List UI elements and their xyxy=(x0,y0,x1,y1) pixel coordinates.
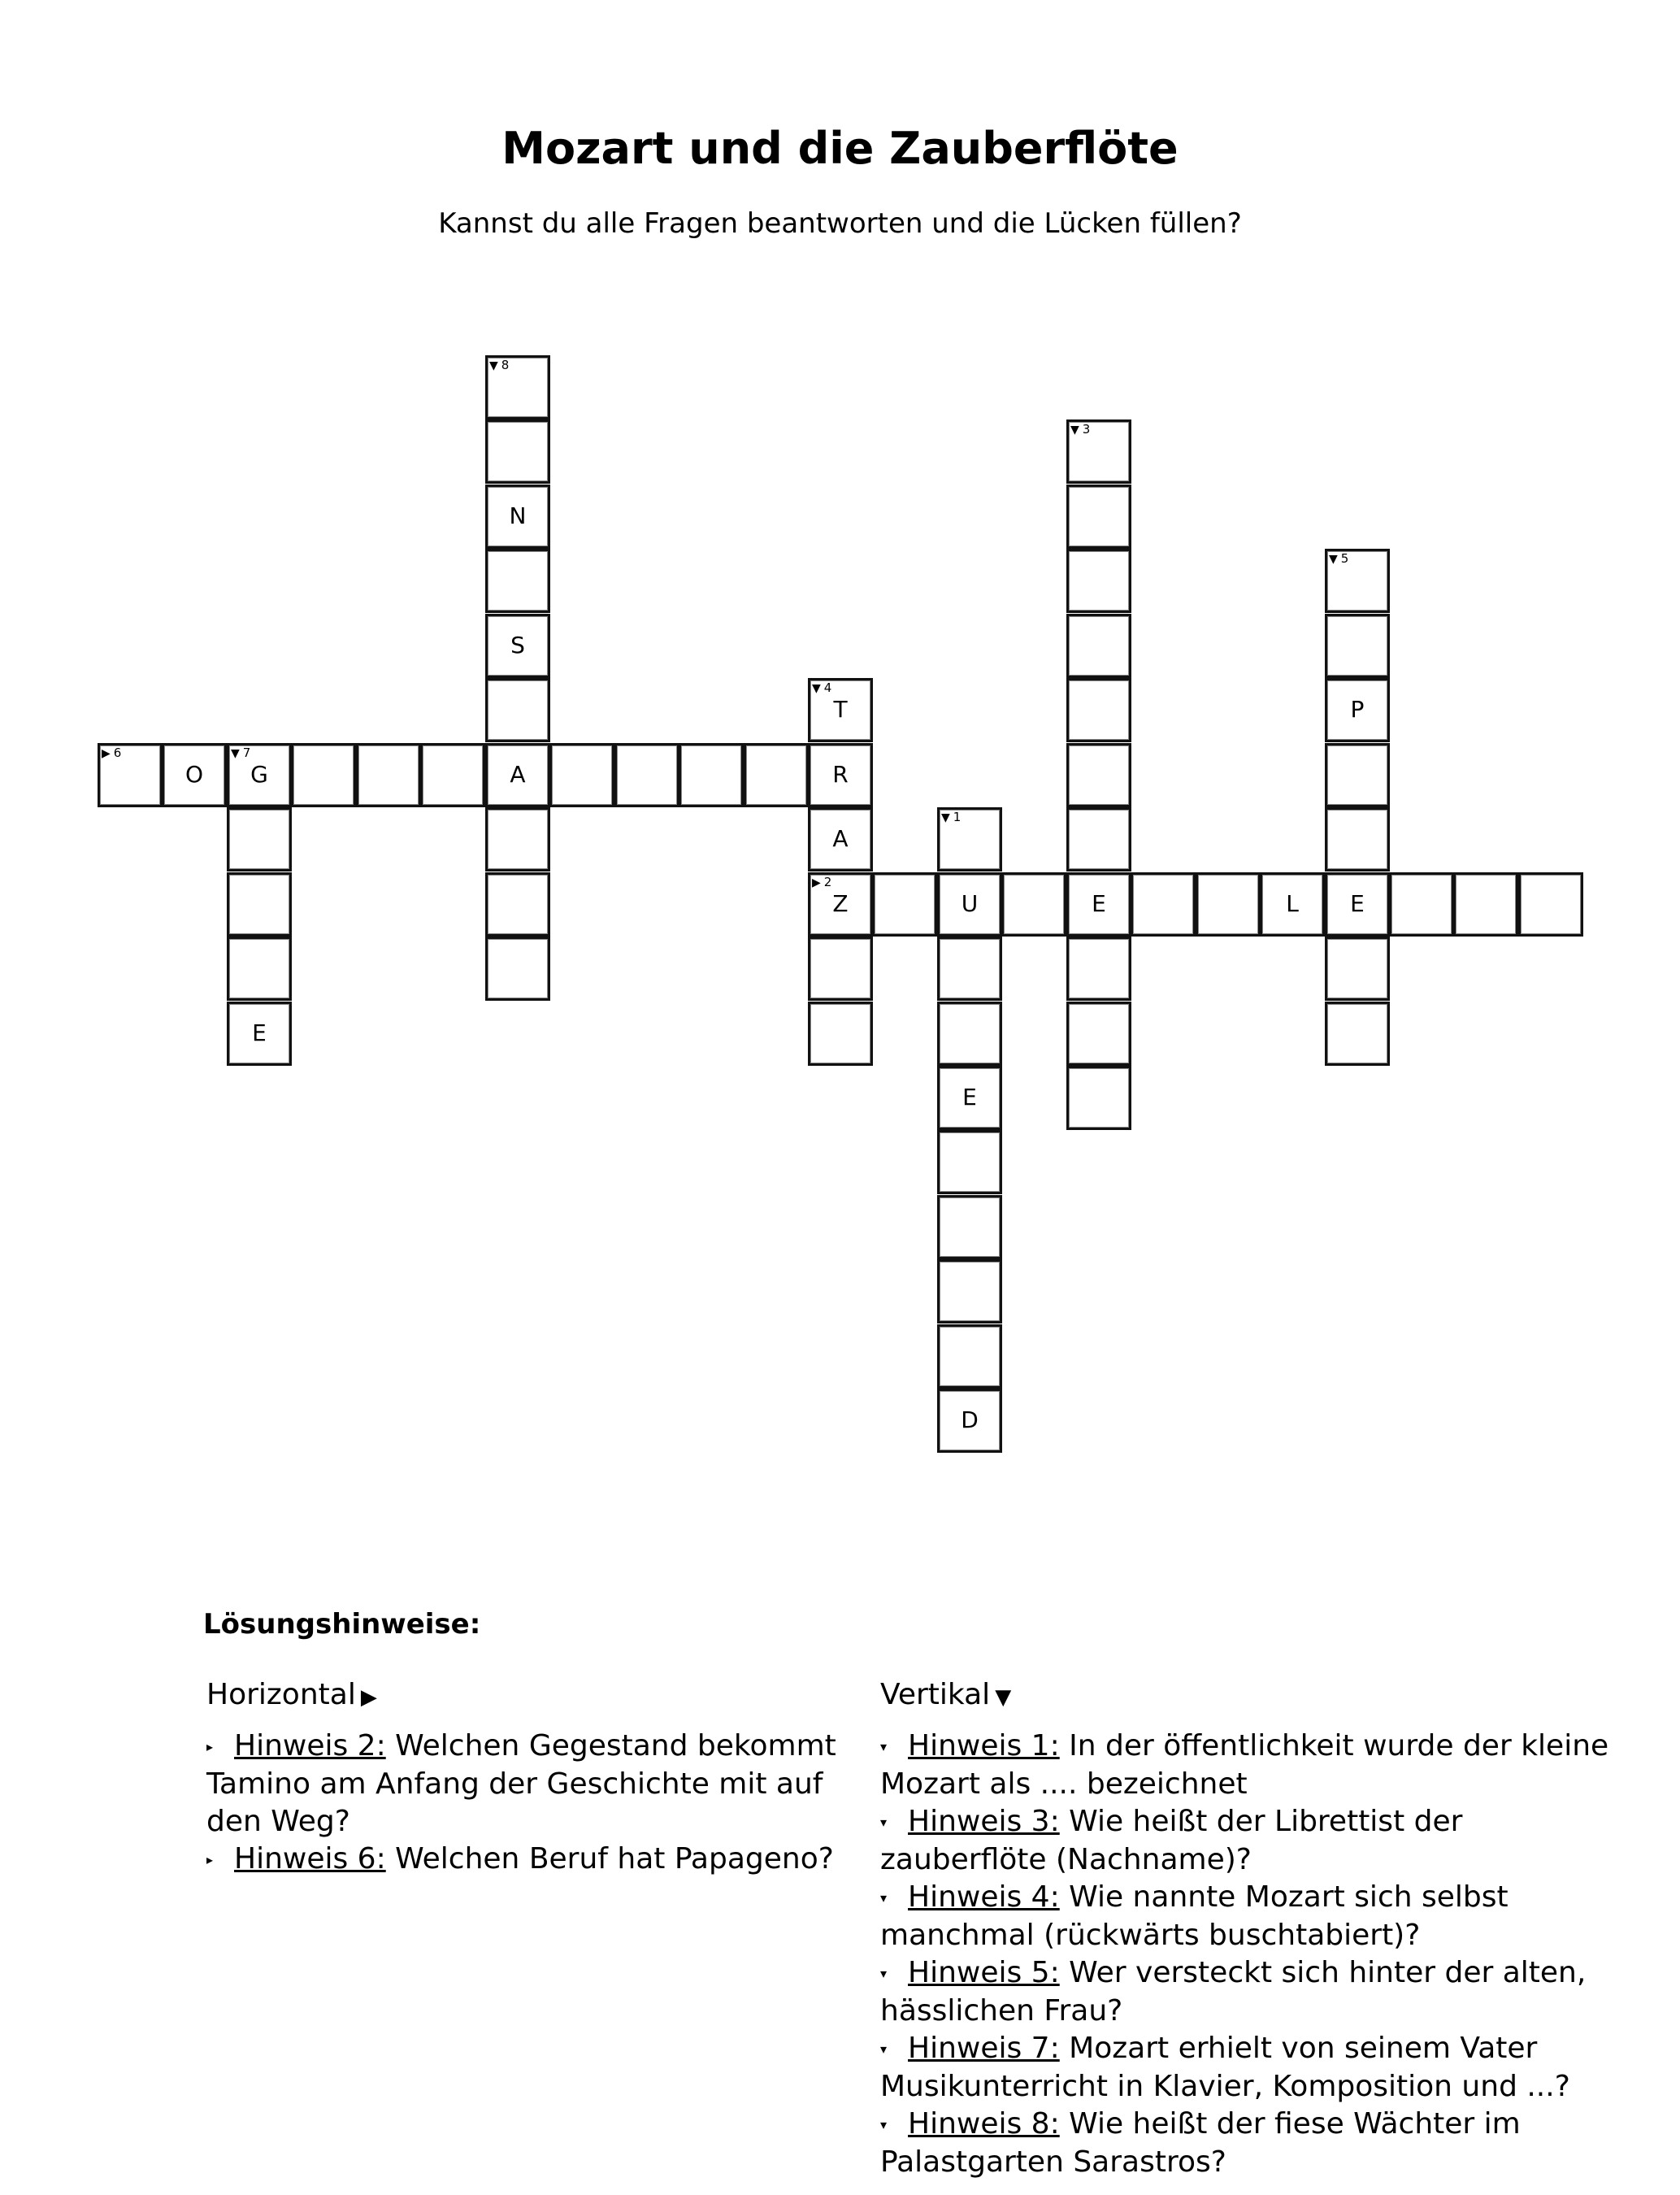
crossword-cell[interactable] xyxy=(679,743,744,807)
crossword-cell[interactable] xyxy=(1066,807,1131,871)
crossword-cell[interactable] xyxy=(1325,872,1390,937)
crossword-cell[interactable] xyxy=(485,807,550,871)
hints-heading: Lösungshinweise: xyxy=(203,1608,481,1641)
clue-text: Mozart erhielt von seinem Vater Musikunterricht in Klavier, Komposition und ...? xyxy=(880,2032,1570,2103)
cell-letter: L xyxy=(1286,890,1299,917)
crossword-cell[interactable] xyxy=(1325,937,1390,1001)
crossword-cell[interactable] xyxy=(1325,1002,1390,1066)
crossword-cell[interactable] xyxy=(808,872,873,937)
clue-down-1 xyxy=(880,1728,1612,1803)
clue-text: Welchen Beruf hat Papageno? xyxy=(385,1842,834,1876)
clue-label: Hinweis 1: xyxy=(908,1729,1060,1763)
bullet-down-icon: ▾ xyxy=(880,1966,888,1981)
crossword-cell[interactable] xyxy=(1066,937,1131,1001)
crossword-cell[interactable] xyxy=(1066,1066,1131,1130)
crossword-cell[interactable] xyxy=(937,872,1002,937)
crossword-cell[interactable] xyxy=(485,614,550,678)
arrow-down-icon: ▼ xyxy=(489,359,498,372)
crossword-cell[interactable] xyxy=(227,743,292,807)
cell-letter: O xyxy=(184,761,204,788)
clue-label: Hinweis 4: xyxy=(908,1880,1060,1914)
clue-number: ▼ 3 xyxy=(1070,422,1091,437)
crossword-cell[interactable] xyxy=(549,743,614,807)
clue-number: ▶ 6 xyxy=(102,745,122,760)
clue-text: In der öffentlichkeit wurde der kleine Mozart als .... bezeichnet xyxy=(880,1729,1609,1801)
crossword-cell[interactable] xyxy=(227,807,292,871)
crossword-cell[interactable] xyxy=(1066,1002,1131,1066)
cell-letter: A xyxy=(832,825,849,852)
clue-label: Hinweis 7: xyxy=(908,2032,1060,2065)
cell-letter: E xyxy=(1350,890,1365,917)
clue-across-2 xyxy=(206,1728,865,1841)
crossword-cell[interactable] xyxy=(937,1130,1002,1194)
crossword-cell[interactable] xyxy=(291,743,356,807)
crossword-cell[interactable] xyxy=(1325,614,1390,678)
cell-letter: A xyxy=(510,761,526,788)
bullet-right-icon: ▸ xyxy=(206,1852,214,1867)
cell-letter: E xyxy=(252,1019,267,1046)
crossword-cell[interactable] xyxy=(872,872,937,937)
clue-text: Wie nannte Mozart sich selbst manchmal (rückwärts buschtabiert)? xyxy=(880,1880,1509,1952)
cell-letter: R xyxy=(832,761,849,788)
crossword-cell[interactable] xyxy=(937,1259,1002,1324)
clue-number: ▼ 1 xyxy=(941,810,962,824)
crossword-cell[interactable] xyxy=(1325,549,1390,613)
arrow-down-icon: ▼ xyxy=(812,682,821,695)
bullet-right-icon: ▸ xyxy=(206,1739,214,1754)
cell-letter: N xyxy=(509,502,527,529)
horizontal-title xyxy=(206,1676,865,1716)
cell-letter: E xyxy=(1092,890,1106,917)
crossword-cell[interactable] xyxy=(744,743,809,807)
crossword-cell[interactable] xyxy=(1260,872,1325,937)
clue-label: Hinweis 2: xyxy=(234,1729,386,1763)
arrow-right-icon: ▶ xyxy=(360,1685,377,1710)
crossword-cell[interactable] xyxy=(1066,614,1131,678)
cell-letter: E xyxy=(962,1084,977,1111)
clue-down-4 xyxy=(880,1879,1612,1954)
cell-letter: S xyxy=(510,632,525,658)
crossword-cell[interactable] xyxy=(1453,872,1518,937)
clue-text: Wie heißt der Librettist der zauberflöte (Nachname)? xyxy=(880,1805,1463,1876)
arrow-down-icon: ▼ xyxy=(1329,553,1338,566)
crossword-cell[interactable] xyxy=(356,743,421,807)
crossword-cell[interactable] xyxy=(1325,743,1390,807)
clue-number: ▼ 7 xyxy=(231,745,251,760)
clue-text: Welchen Gegestand bekommt Tamino am Anfang der Geschichte mit auf den Weg? xyxy=(206,1729,836,1838)
clue-number: ▼ 4 xyxy=(812,680,832,695)
clue-number: ▶ 2 xyxy=(812,875,832,889)
crossword-cell[interactable] xyxy=(1196,872,1261,937)
clue-label: Hinweis 8: xyxy=(908,2107,1060,2141)
clue-text: Wer versteckt sich hinter der alten, hässlichen Frau? xyxy=(880,1956,1587,2028)
page-subtitle: Kannst du alle Fragen beantworten und die Lücken füllen? xyxy=(438,207,1242,240)
crossword-cell[interactable] xyxy=(227,937,292,1001)
vertical-clues xyxy=(880,1676,1612,2181)
arrow-down-icon: ▼ xyxy=(941,811,950,824)
cell-letter: P xyxy=(1350,696,1365,723)
crossword-cell[interactable] xyxy=(1066,419,1131,484)
crossword-cell[interactable] xyxy=(227,872,292,937)
vertical-title xyxy=(880,1676,1612,1716)
crossword-cell[interactable] xyxy=(485,549,550,613)
crossword-cell[interactable] xyxy=(1066,678,1131,742)
bullet-down-icon: ▾ xyxy=(880,2041,888,2057)
arrow-down-icon: ▼ xyxy=(995,1685,1012,1710)
crossword-cell[interactable] xyxy=(1066,743,1131,807)
clue-label: Hinweis 6: xyxy=(234,1842,386,1876)
crossword-cell[interactable] xyxy=(808,937,873,1001)
crossword-cell[interactable] xyxy=(1066,485,1131,549)
crossword-cell[interactable] xyxy=(808,743,873,807)
crossword-cell[interactable] xyxy=(808,678,873,742)
crossword-cell[interactable] xyxy=(485,743,550,807)
clue-text: Wie heißt der fiese Wächter im Palastgarten Sarastros? xyxy=(880,2107,1521,2179)
clue-number: ▼ 8 xyxy=(489,358,510,372)
horizontal-clues xyxy=(206,1676,865,1879)
bullet-down-icon: ▾ xyxy=(880,1739,888,1754)
clue-number: ▼ 5 xyxy=(1329,551,1349,566)
vertical-title-label: Vertikal xyxy=(880,1678,991,1711)
crossword-cell[interactable] xyxy=(937,1324,1002,1389)
crossword-cell[interactable] xyxy=(485,419,550,484)
crossword-cell[interactable] xyxy=(808,807,873,871)
bullet-down-icon: ▾ xyxy=(880,1815,888,1830)
crossword-cell[interactable] xyxy=(937,1002,1002,1066)
clue-label: Hinweis 3: xyxy=(908,1805,1060,1838)
crossword-cell[interactable] xyxy=(1066,872,1131,937)
crossword-cell[interactable] xyxy=(937,937,1002,1001)
page-title: Mozart und die Zauberflöte xyxy=(501,123,1179,174)
bullet-down-icon: ▾ xyxy=(880,1890,888,1906)
horizontal-title-label: Horizontal xyxy=(206,1678,356,1711)
cell-letter: U xyxy=(961,890,979,917)
crossword-cell[interactable] xyxy=(485,485,550,549)
crossword-cell[interactable] xyxy=(937,1195,1002,1259)
crossword-cell[interactable] xyxy=(485,678,550,742)
clue-across-6 xyxy=(206,1841,865,1879)
crossword-cell[interactable] xyxy=(1066,549,1131,613)
crossword-cell[interactable] xyxy=(420,743,485,807)
arrow-down-icon: ▼ xyxy=(1070,424,1079,437)
cell-letter: T xyxy=(833,696,848,723)
crossword-cell[interactable] xyxy=(1389,872,1454,937)
crossword-cell[interactable] xyxy=(1001,872,1066,937)
crossword-cell[interactable] xyxy=(808,1002,873,1066)
crossword-cell[interactable] xyxy=(485,355,550,419)
crossword-cell[interactable] xyxy=(1131,872,1196,937)
crossword-cell[interactable] xyxy=(1518,872,1583,937)
clue-down-5 xyxy=(880,1954,1612,2030)
crossword-cell[interactable] xyxy=(162,743,227,807)
crossword-cell[interactable] xyxy=(485,872,550,937)
arrow-down-icon: ▼ xyxy=(231,747,240,760)
arrow-right-icon: ▶ xyxy=(812,876,821,889)
clue-down-3 xyxy=(880,1803,1612,1879)
crossword-cell[interactable] xyxy=(1325,678,1390,742)
crossword-cell[interactable] xyxy=(98,743,163,807)
crossword-cell[interactable] xyxy=(937,1389,1002,1453)
crossword-cell[interactable] xyxy=(937,1066,1002,1130)
bullet-down-icon: ▾ xyxy=(880,2117,888,2132)
crossword-cell[interactable] xyxy=(937,807,1002,871)
crossword-cell[interactable] xyxy=(485,937,550,1001)
crossword-cell[interactable] xyxy=(227,1002,292,1066)
clue-label: Hinweis 5: xyxy=(908,1956,1060,1989)
cell-letter: D xyxy=(961,1406,979,1433)
clue-down-8 xyxy=(880,2106,1612,2181)
crossword-cell[interactable] xyxy=(614,743,679,807)
crossword-cell[interactable] xyxy=(1325,807,1390,871)
cell-letter: Z xyxy=(832,890,849,917)
cell-letter: G xyxy=(250,761,268,788)
clue-down-7 xyxy=(880,2030,1612,2106)
arrow-right-icon: ▶ xyxy=(102,747,111,760)
